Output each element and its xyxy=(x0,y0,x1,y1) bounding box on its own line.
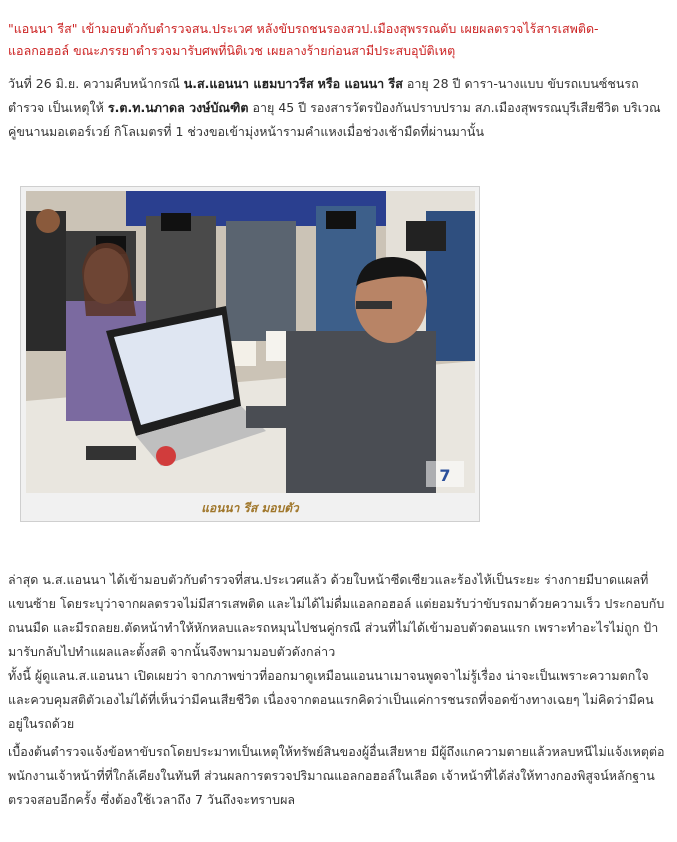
news-photo xyxy=(26,191,475,493)
photo-illustration xyxy=(26,191,475,493)
p1-text-1: วันที่ 26 มิ.ย. ความคืบหน้ากรณี xyxy=(8,76,184,91)
officer-arm xyxy=(246,406,316,428)
mic-logo xyxy=(156,446,176,466)
p1-name-bold: น.ส.แอนนา แฮมบาวรีส xyxy=(183,76,314,91)
watermark: 7 xyxy=(439,466,451,485)
camera-2 xyxy=(161,213,191,231)
article-paragraph-1 xyxy=(8,72,668,144)
p1-alias-bold: หรือ แอนนา รีส xyxy=(317,76,403,91)
p1-victim-bold: ร.ต.ท.นภาดล วงษ์บัณฑิต xyxy=(107,100,249,115)
photographer-3 xyxy=(146,216,216,326)
photo-caption: แอนนา รีส มอบตัว xyxy=(201,501,299,515)
tablet xyxy=(406,221,446,251)
officer-glasses xyxy=(356,301,392,309)
news-photo-figure xyxy=(20,186,480,522)
article-paragraph-2: ล่าสุด น.ส.แอนนา ได้เข้ามอบตัวกับตำรวจที่สน.ประเวศแล้ว ด้วยใบหน้าซีดเซียวและร้องไห้เป็นระยะ ร่างกายมีบาดแผลที่แขนซ้าย โดยระบุว่าจากผลตรวจไม่มีสารเสพติด และไม่ได้ไม่ดื่มแอลกอฮอล์ แต่ยอมรับว่าขับรถมาด้วยความเร็ว ประกอบกับถนนมืด และมีรถลยย.ตัดหน้าทำให้หักหลบและรถหมุนไปชนคู่กรณี ส่วนที่ไม่ได้เข้ามอบตัวตอนแรก เพราะทำอะไรไม่ถูก ป้ามารับกลับไปทำแผลและตั้งสติ จากนั้นจึงพามามอบตัวดังกล่าว xyxy=(8,572,665,659)
microphone xyxy=(86,446,136,460)
article-paragraph-3: ทั้งนี้ ผู้ดูแลน.ส.แอนนา เปิดเผยว่า จากภาพข่าวที่ออกมาดูเหมือนแอนนาเมาจนพูดจาไม่รู้เรื่อง น่าจะเป็นเพราะความตกใจ และควบคุมสติตัวเองไม่ได้ที่เห็นว่ามีคนเสียชีวิต เนื่องจากตอนแรกคิดว่าเป็นแค่การชนรถที่จอดข้างทางเฉยๆ ไม่คิดว่ามีคนอยู่ในรถด้วย xyxy=(8,668,654,731)
photographer-4 xyxy=(226,221,296,341)
camera-3 xyxy=(326,211,356,229)
article-paragraph-4: เบื้องต้นตำรวจแจ้งข้อหาขับรถโดยประมาทเป็นเหตุให้ทรัพย์สินของผู้อื่นเสียหาย มีผู้ถึงแกความตายแล้วหลบหนีไม่แจ้งเหตุต่อพนักงานเจ้าหน้าที่ที่ใกล้เคียงในทันที ส่วนผลการตรวจปริมาณแอลกอฮอล์ในเลือด เจ้าหน้าที่ได้ส่งให้ทางกองพิสูจน์หลักฐานตรวจสอบอีกครั้ง ซึ่งต้องใช้เวลาถึง 7 วันถึงจะทราบผล xyxy=(8,744,665,807)
photographer-left-head xyxy=(36,209,60,233)
article-headline: "แอนนา รีส" เข้ามอบตัวกับตำรวจสน.ประเวศ หลังขับรถชนรองสวป.เมืองสุพรรณดับ เผยผลตรวจไร้สารเสพติด-แอลกอฮอล์ ขณะภรรยาตำรวจมารับศพที่นิติเวช เผยลางร้ายก่อนสามีประสบอุบัติเหตุ xyxy=(8,21,599,58)
p1-text-3: อายุ 28 ปี ดารา-นางแบบ ขับรถเบนซ์ชนรถตำรวจ เป็นเหตุให้ xyxy=(8,76,639,115)
p1-text-4: อายุ 45 ปี รองสารวัตรป้องกันปราบปราม สภ.เมืองสุพรรณบุรีเสียชีวิต บริเวณคู่ขนานมอเตอร์เวย์ กิโลเมตรที่ 1 ช่วงขอเข้ามุ่งหน้ารามคำแหงเมื่อช่วงเช้ามืดที่ผ่านมานั้น xyxy=(8,100,661,139)
